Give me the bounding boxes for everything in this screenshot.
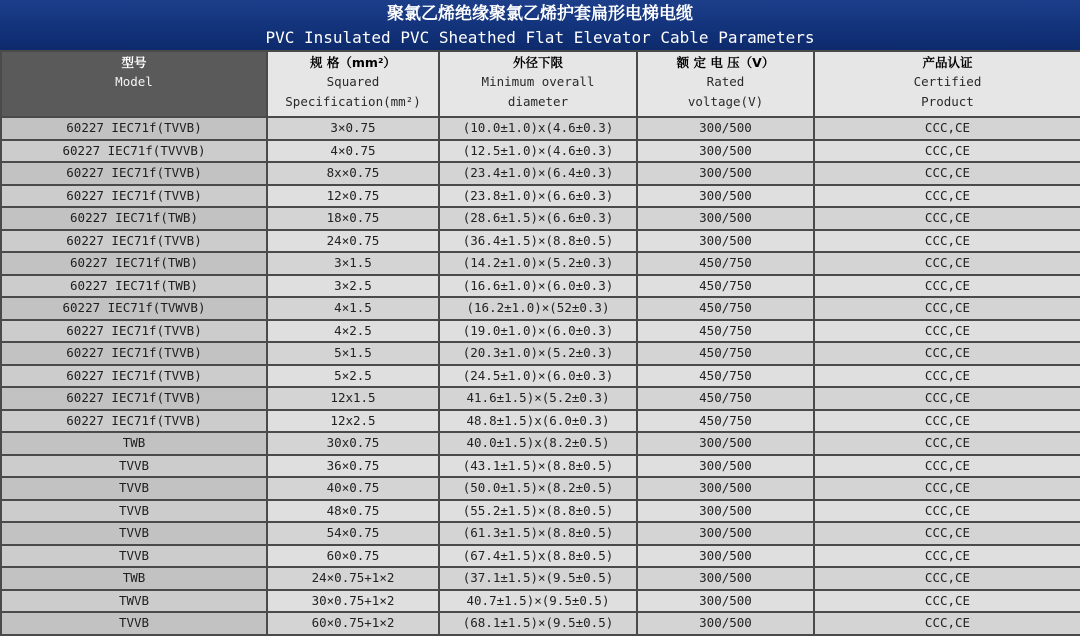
cell-rated-voltage: 300/500 bbox=[638, 186, 813, 207]
title-english: PVC Insulated PVC Sheathed Flat Elevator Cable Parameters bbox=[265, 28, 815, 47]
cell-specification: 3×2.5 bbox=[268, 276, 438, 297]
cell-rated-voltage: 300/500 bbox=[638, 568, 813, 589]
table-row bbox=[2, 186, 1080, 207]
cell-specification: 60×0.75+1×2 bbox=[268, 613, 438, 634]
cell-min-diameter: 41.6±1.5)×(5.2±0.3) bbox=[440, 388, 636, 409]
table-row bbox=[2, 118, 1080, 139]
table-row bbox=[2, 613, 1080, 634]
cell-specification: 8x×0.75 bbox=[268, 163, 438, 184]
cell-certification: CCC,CE bbox=[815, 276, 1080, 297]
cell-min-diameter: (12.5±1.0)×(4.6±0.3) bbox=[440, 141, 636, 162]
cell-certification: CCC,CE bbox=[815, 546, 1080, 567]
cell-certification: CCC,CE bbox=[815, 388, 1080, 409]
cable-parameter-table bbox=[0, 50, 1080, 636]
cell-min-diameter: (50.0±1.5)×(8.2±0.5) bbox=[440, 478, 636, 499]
cell-model: TVVB bbox=[2, 523, 266, 544]
cell-min-diameter: 40.7±1.5)×(9.5±0.5) bbox=[440, 591, 636, 612]
cell-rated-voltage: 300/500 bbox=[638, 208, 813, 229]
table-row bbox=[2, 141, 1080, 162]
header-model: 型号 Model bbox=[2, 52, 266, 116]
cell-model: 60227 IEC71f(TVVB) bbox=[2, 231, 266, 252]
cell-specification: 24×0.75 bbox=[268, 231, 438, 252]
cell-model: 60227 IEC71f(TVVVB) bbox=[2, 141, 266, 162]
cell-rated-voltage: 300/500 bbox=[638, 523, 813, 544]
cell-rated-voltage: 450/750 bbox=[638, 253, 813, 274]
cell-specification: 18×0.75 bbox=[268, 208, 438, 229]
title-chinese: 聚氯乙烯绝缘聚氯乙烯护套扁形电梯电缆 bbox=[387, 4, 693, 24]
cell-model: 60227 IEC71f(TVVB) bbox=[2, 411, 266, 432]
cell-model: 60227 IEC71f(TVVB) bbox=[2, 186, 266, 207]
cell-rated-voltage: 450/750 bbox=[638, 298, 813, 319]
cell-model: TWVB bbox=[2, 591, 266, 612]
cell-model: 60227 IEC71f(TVVB) bbox=[2, 163, 266, 184]
cell-specification: 4×1.5 bbox=[268, 298, 438, 319]
cell-rated-voltage: 300/500 bbox=[638, 433, 813, 454]
table-row bbox=[2, 321, 1080, 342]
header-certification: 产品认证 Certified Product bbox=[815, 52, 1080, 116]
cell-specification: 40×0.75 bbox=[268, 478, 438, 499]
cell-certification: CCC,CE bbox=[815, 613, 1080, 634]
cell-specification: 12x2.5 bbox=[268, 411, 438, 432]
table-body bbox=[2, 118, 1080, 634]
cell-certification: CCC,CE bbox=[815, 321, 1080, 342]
cell-certification: CCC,CE bbox=[815, 118, 1080, 139]
cell-rated-voltage: 450/750 bbox=[638, 276, 813, 297]
cell-min-diameter: (55.2±1.5)×(8.8±0.5) bbox=[440, 501, 636, 522]
cell-certification: CCC,CE bbox=[815, 253, 1080, 274]
cell-min-diameter: (23.8±1.0)×(6.6±0.3) bbox=[440, 186, 636, 207]
cell-rated-voltage: 450/750 bbox=[638, 343, 813, 364]
table-row bbox=[2, 501, 1080, 522]
table-row bbox=[2, 253, 1080, 274]
cell-min-diameter: 40.0±1.5)x(8.2±0.5) bbox=[440, 433, 636, 454]
cell-min-diameter: (16.6±1.0)×(6.0±0.3) bbox=[440, 276, 636, 297]
cell-model: TVVB bbox=[2, 478, 266, 499]
cell-min-diameter: (14.2±1.0)×(5.2±0.3) bbox=[440, 253, 636, 274]
cell-min-diameter: (61.3±1.5)×(8.8±0.5) bbox=[440, 523, 636, 544]
cell-model: TWB bbox=[2, 568, 266, 589]
cell-model: TVVB bbox=[2, 546, 266, 567]
cell-model: TWB bbox=[2, 433, 266, 454]
cell-rated-voltage: 300/500 bbox=[638, 231, 813, 252]
cell-specification: 48×0.75 bbox=[268, 501, 438, 522]
header-min-diameter: 外径下限 Minimum overall diameter bbox=[440, 52, 636, 116]
cell-min-diameter: (20.3±1.0)×(5.2±0.3) bbox=[440, 343, 636, 364]
cell-rated-voltage: 300/500 bbox=[638, 501, 813, 522]
cell-specification: 54×0.75 bbox=[268, 523, 438, 544]
cell-min-diameter: (23.4±1.0)×(6.4±0.3) bbox=[440, 163, 636, 184]
cell-certification: CCC,CE bbox=[815, 478, 1080, 499]
cell-min-diameter: 48.8±1.5)x(6.0±0.3) bbox=[440, 411, 636, 432]
cell-model: TVVB bbox=[2, 456, 266, 477]
table-row bbox=[2, 478, 1080, 499]
cell-rated-voltage: 300/500 bbox=[638, 456, 813, 477]
cell-rated-voltage: 300/500 bbox=[638, 118, 813, 139]
cell-min-diameter: (37.1±1.5)×(9.5±0.5) bbox=[440, 568, 636, 589]
table-row bbox=[2, 366, 1080, 387]
table-row bbox=[2, 388, 1080, 409]
table-row bbox=[2, 343, 1080, 364]
cell-certification: CCC,CE bbox=[815, 433, 1080, 454]
cell-min-diameter: (28.6±1.5)×(6.6±0.3) bbox=[440, 208, 636, 229]
cell-certification: CCC,CE bbox=[815, 141, 1080, 162]
table-row bbox=[2, 208, 1080, 229]
cell-rated-voltage: 300/500 bbox=[638, 591, 813, 612]
cell-specification: 24×0.75+1×2 bbox=[268, 568, 438, 589]
cell-rated-voltage: 300/500 bbox=[638, 613, 813, 634]
cell-min-diameter: (68.1±1.5)×(9.5±0.5) bbox=[440, 613, 636, 634]
cell-certification: CCC,CE bbox=[815, 591, 1080, 612]
cell-rated-voltage: 450/750 bbox=[638, 411, 813, 432]
cell-certification: CCC,CE bbox=[815, 523, 1080, 544]
cell-rated-voltage: 450/750 bbox=[638, 321, 813, 342]
table-row bbox=[2, 276, 1080, 297]
cell-specification: 30x0.75 bbox=[268, 433, 438, 454]
cell-model: 60227 IEC71f(TVWVB) bbox=[2, 298, 266, 319]
cell-min-diameter: (19.0±1.0)×(6.0±0.3) bbox=[440, 321, 636, 342]
cell-rated-voltage: 300/500 bbox=[638, 478, 813, 499]
cell-rated-voltage: 450/750 bbox=[638, 388, 813, 409]
cell-specification: 5×2.5 bbox=[268, 366, 438, 387]
cell-certification: CCC,CE bbox=[815, 411, 1080, 432]
cell-min-diameter: (36.4±1.5)×(8.8±0.5) bbox=[440, 231, 636, 252]
cell-certification: CCC,CE bbox=[815, 366, 1080, 387]
table-row bbox=[2, 411, 1080, 432]
cell-model: TVVB bbox=[2, 501, 266, 522]
cell-model: 60227 IEC71f(TWB) bbox=[2, 276, 266, 297]
table-row bbox=[2, 591, 1080, 612]
cell-specification: 30×0.75+1×2 bbox=[268, 591, 438, 612]
cell-certification: CCC,CE bbox=[815, 568, 1080, 589]
cell-min-diameter: (67.4±1.5)x(8.8±0.5) bbox=[440, 546, 636, 567]
cell-specification: 60×0.75 bbox=[268, 546, 438, 567]
table-row bbox=[2, 568, 1080, 589]
cell-certification: CCC,CE bbox=[815, 298, 1080, 319]
cell-min-diameter: (43.1±1.5)×(8.8±0.5) bbox=[440, 456, 636, 477]
header-specification: 规 格（mm²） Squared Specification(mm²) bbox=[268, 52, 438, 116]
cell-certification: CCC,CE bbox=[815, 231, 1080, 252]
header-rated-voltage: 额 定 电 压（V） Rated voltage(V) bbox=[638, 52, 813, 116]
cell-certification: CCC,CE bbox=[815, 163, 1080, 184]
cell-model: 60227 IEC71f(TVVB) bbox=[2, 366, 266, 387]
table-row bbox=[2, 456, 1080, 477]
cell-certification: CCC,CE bbox=[815, 343, 1080, 364]
cell-specification: 36×0.75 bbox=[268, 456, 438, 477]
cell-rated-voltage: 300/500 bbox=[638, 141, 813, 162]
cell-model: TVVB bbox=[2, 613, 266, 634]
cell-specification: 12×0.75 bbox=[268, 186, 438, 207]
cell-specification: 5×1.5 bbox=[268, 343, 438, 364]
title-bar bbox=[0, 0, 1080, 50]
cell-model: 60227 IEC71f(TVVB) bbox=[2, 343, 266, 364]
cell-specification: 4×0.75 bbox=[268, 141, 438, 162]
table-row bbox=[2, 163, 1080, 184]
table-row bbox=[2, 523, 1080, 544]
cell-specification: 3×1.5 bbox=[268, 253, 438, 274]
cell-model: 60227 IEC71f(TVVB) bbox=[2, 388, 266, 409]
table-header-row bbox=[2, 52, 1080, 116]
cell-rated-voltage: 300/500 bbox=[638, 163, 813, 184]
cell-certification: CCC,CE bbox=[815, 456, 1080, 477]
cell-model: 60227 IEC71f(TWB) bbox=[2, 253, 266, 274]
cell-certification: CCC,CE bbox=[815, 208, 1080, 229]
cell-min-diameter: (24.5±1.0)×(6.0±0.3) bbox=[440, 366, 636, 387]
cell-certification: CCC,CE bbox=[815, 501, 1080, 522]
cell-model: 60227 IEC71f(TVVB) bbox=[2, 321, 266, 342]
cell-rated-voltage: 450/750 bbox=[638, 366, 813, 387]
cell-specification: 4×2.5 bbox=[268, 321, 438, 342]
cell-model: 60227 IEC71f(TWB) bbox=[2, 208, 266, 229]
cell-rated-voltage: 300/500 bbox=[638, 546, 813, 567]
cell-model: 60227 IEC71f(TVVB) bbox=[2, 118, 266, 139]
table-row bbox=[2, 298, 1080, 319]
table-row bbox=[2, 231, 1080, 252]
cell-min-diameter: (16.2±1.0)×(52±0.3) bbox=[440, 298, 636, 319]
cell-specification: 12x1.5 bbox=[268, 388, 438, 409]
table-row bbox=[2, 433, 1080, 454]
cell-min-diameter: (10.0±1.0)x(4.6±0.3) bbox=[440, 118, 636, 139]
cell-certification: CCC,CE bbox=[815, 186, 1080, 207]
table-row bbox=[2, 546, 1080, 567]
cell-specification: 3×0.75 bbox=[268, 118, 438, 139]
